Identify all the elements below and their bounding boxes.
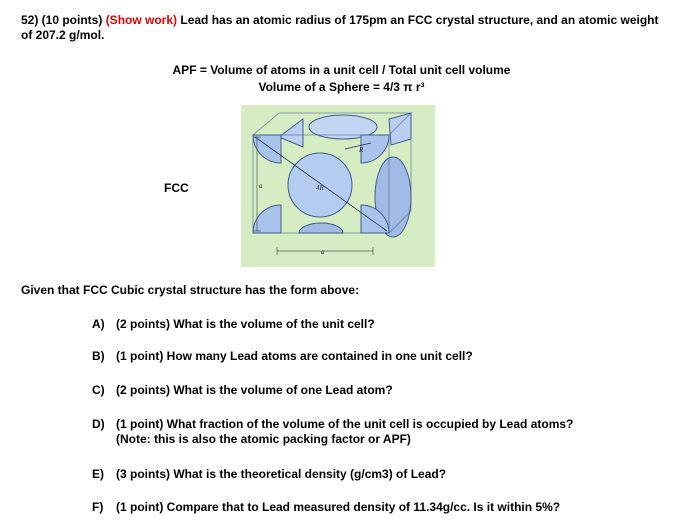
- fcc-unit-cell-figure: [241, 105, 435, 267]
- label-r: R: [359, 146, 364, 154]
- question-note: (Note: this is also the atomic packing factor or APF): [116, 432, 411, 446]
- question-letter: D): [92, 417, 105, 431]
- sphere-volume-formula: Volume of a Sphere = 4/3 π r³: [258, 80, 425, 94]
- question-text: (1 point) Compare that to Lead measured density of 11.34g/cc. Is it within 5%?: [116, 500, 561, 514]
- face-atom-bottom: [299, 223, 343, 233]
- show-work-highlight: (Show work): [105, 13, 178, 27]
- question-letter: B): [92, 349, 105, 363]
- fcc-label: FCC: [164, 181, 189, 195]
- question-text: (2 points) What is the volume of the unit cell?: [116, 317, 375, 331]
- fcc-unit-cell-diagram: [241, 105, 435, 267]
- apf-formula: APF = Volume of atoms in a unit cell / Total unit cell volume: [172, 63, 511, 77]
- label-4r: 4R: [316, 184, 324, 192]
- label-a-bottom: a: [321, 248, 325, 256]
- question-text: (3 points) What is the theoretical density (g/cm3) of Lead?: [116, 467, 447, 481]
- label-a-side: a: [259, 182, 263, 190]
- problem-text: Lead has an atomic radius of 175pm an FCC crystal structure, and an atomic weight of 207.2 g/mol.: [21, 13, 659, 42]
- problem-statement: [21, 13, 671, 43]
- corner-atom-top-right: [361, 135, 389, 163]
- question-text: (1 point) What fraction of the volume of the unit cell is occupied by Lead atoms?: [116, 417, 574, 431]
- question-text: (2 points) What is the volume of one Lead atom?: [116, 383, 393, 397]
- corner-atom-back-right: [389, 113, 411, 145]
- question-text: (1 point) How many Lead atoms are contained in one unit cell?: [116, 349, 473, 363]
- given-statement: Given that FCC Cubic crystal structure has the form above:: [21, 283, 360, 297]
- question-letter: C): [92, 383, 105, 397]
- question-letter: F): [92, 500, 104, 514]
- question-letter: E): [92, 467, 104, 481]
- question-letter: A): [92, 317, 105, 331]
- problem-number: 52) (10 points): [21, 13, 106, 27]
- corner-atom-back-left: [279, 119, 303, 147]
